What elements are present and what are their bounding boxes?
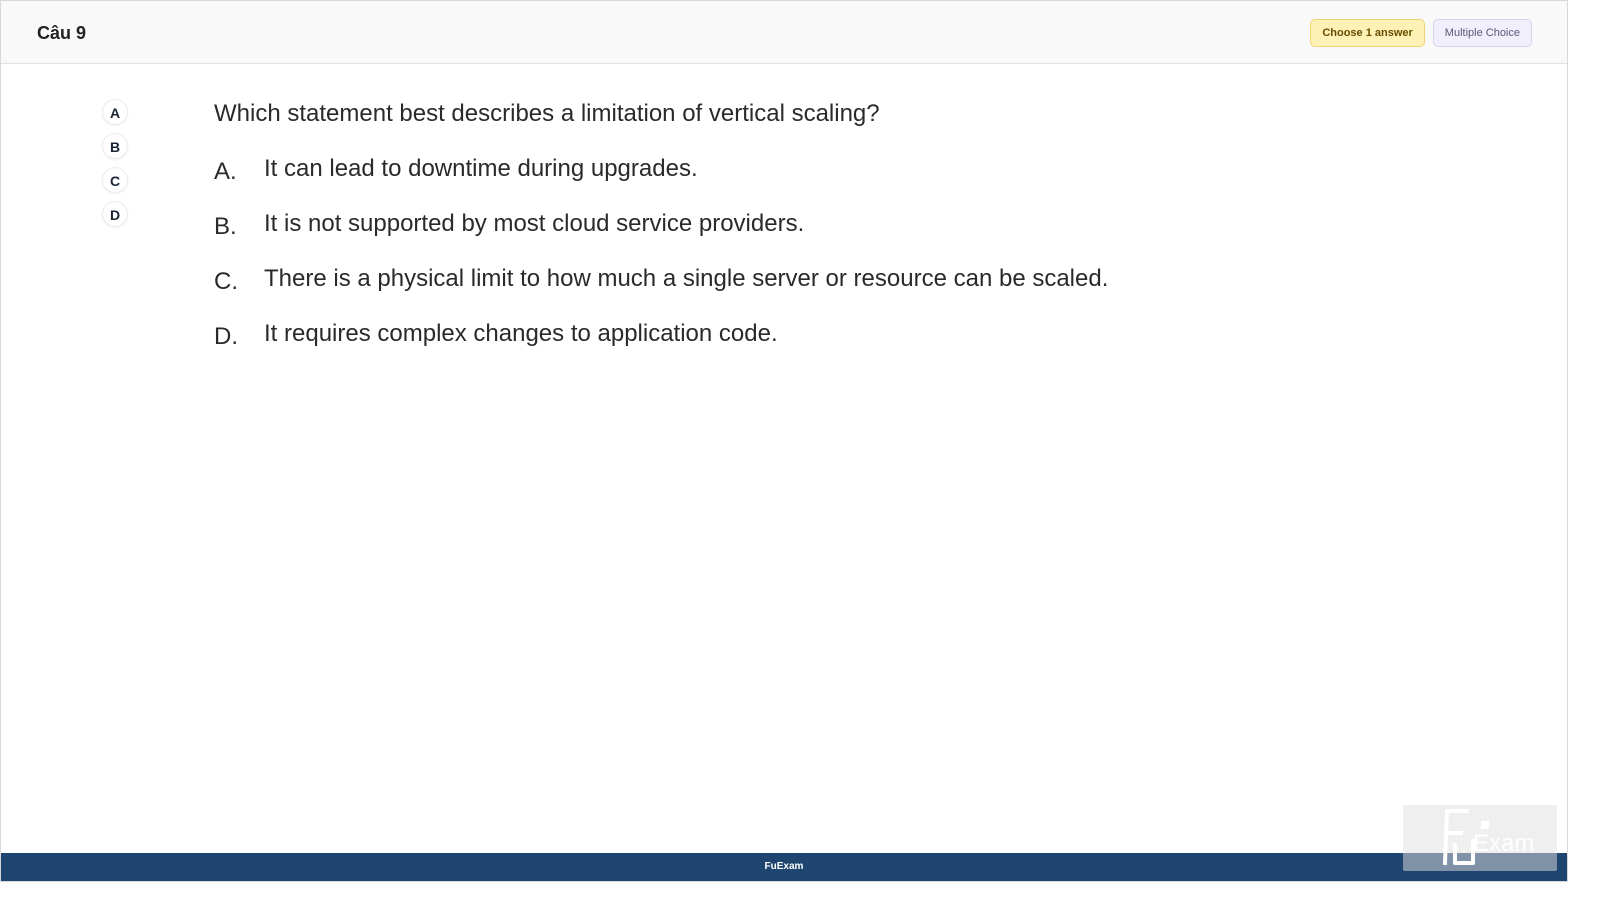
choose-answer-badge: Choose 1 answer xyxy=(1310,19,1424,47)
answer-nav-a[interactable]: A xyxy=(102,99,128,125)
footer-brand: FuExam xyxy=(764,861,804,872)
svg-text:Exam: Exam xyxy=(1473,830,1535,857)
option-key: B. xyxy=(214,213,237,240)
option-text: There is a physical limit to how much a single server or resource can be scaled. xyxy=(264,265,1109,292)
option-text: It is not supported by most cloud service providers. xyxy=(264,210,805,237)
question-badges xyxy=(1310,19,1532,47)
option-text: It can lead to downtime during upgrades. xyxy=(264,155,698,182)
answer-nav-d[interactable]: D xyxy=(102,201,128,227)
option-key: C. xyxy=(214,268,238,295)
fu-exam-logo xyxy=(1403,805,1557,871)
answer-nav-c[interactable]: C xyxy=(102,167,128,193)
answer-nav-b[interactable]: B xyxy=(102,133,128,159)
question-header xyxy=(1,1,1567,64)
question-type-badge: Multiple Choice xyxy=(1433,19,1532,47)
question-number: Câu 9 xyxy=(37,23,87,43)
option-text: It requires complex changes to application code. xyxy=(264,320,778,347)
question-text: Which statement best describes a limitation of vertical scaling? xyxy=(214,100,880,127)
option-key: D. xyxy=(214,323,238,350)
fu-exam-logo-icon xyxy=(1403,805,1557,871)
footer-bar xyxy=(1,853,1567,881)
option-key: A. xyxy=(214,158,237,185)
answer-nav xyxy=(102,99,128,235)
